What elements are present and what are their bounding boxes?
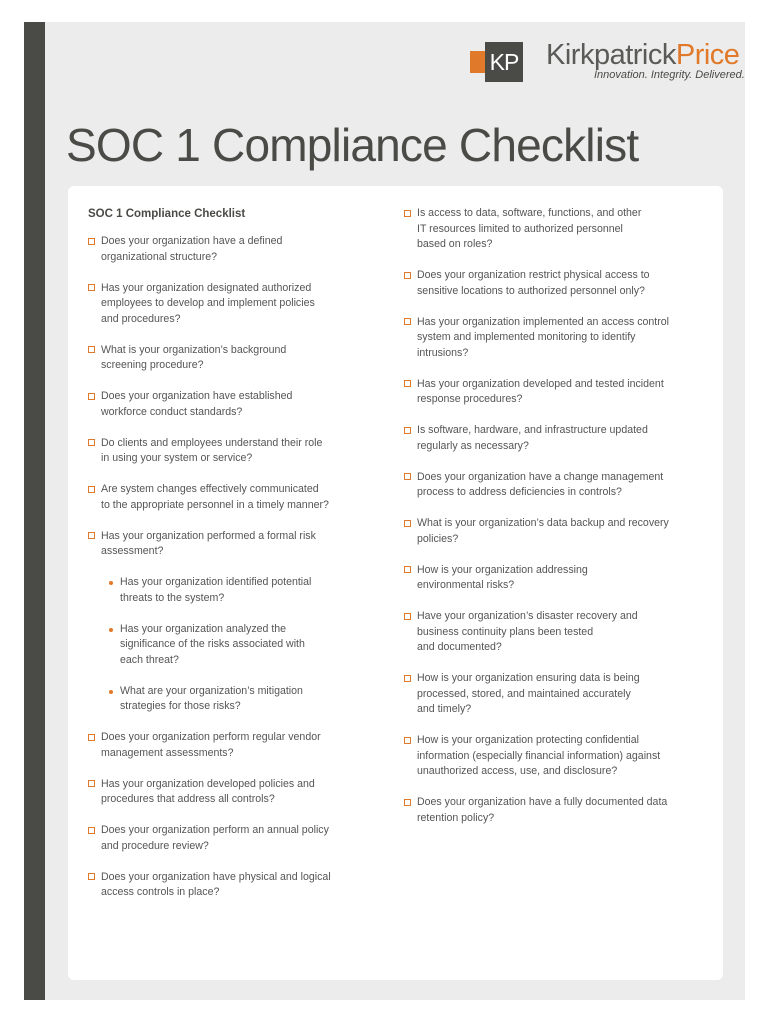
checkbox-icon[interactable]: [404, 318, 411, 325]
checklist-item-text: Does your organization restrict physical access to sensitive locations to authorized personnel only?: [417, 269, 650, 297]
checklist-item-text: Does your organization have physical and logical access controls in place?: [101, 870, 331, 898]
checklist-item-text: Has your organization analyzed the significance of the risks associated with each threat?: [120, 622, 305, 666]
checklist-item: [88, 730, 368, 761]
logo-name: [546, 38, 739, 72]
checklist-item: [88, 389, 368, 420]
checklist-subitem: [109, 684, 368, 715]
checklist-heading: SOC 1 Compliance Checklist: [88, 208, 246, 220]
page-title: SOC 1 Compliance Checklist: [66, 119, 639, 171]
checklist-item-text: How is your organization addressing environmental risks?: [417, 563, 588, 591]
checklist-subitem: [109, 575, 368, 606]
checkbox-icon[interactable]: [404, 473, 411, 480]
checkbox-icon[interactable]: [88, 873, 95, 880]
bullet-icon: [109, 628, 113, 632]
checklist-item-text: Does your organization perform an annual policy and procedure review?: [101, 824, 329, 852]
checkbox-icon[interactable]: [404, 380, 411, 387]
checkbox-icon[interactable]: [88, 486, 95, 493]
checklist-item: [88, 281, 368, 328]
left-column: [88, 206, 368, 916]
side-accent-bar: [24, 22, 45, 1000]
checklist-item-text: Is software, hardware, and infrastructure updated regularly as necessary?: [417, 424, 648, 452]
checkbox-icon[interactable]: [88, 532, 95, 539]
checklist-item: [404, 671, 704, 718]
checklist-item: [404, 423, 704, 454]
company-logo: [470, 38, 745, 82]
checklist-item-text: Are system changes effectively communicated to the appropriate personnel in a timely manner?: [101, 483, 329, 511]
left-checklist: [88, 234, 368, 901]
checkbox-icon[interactable]: [404, 799, 411, 806]
checklist-item-text: Have your organization’s disaster recovery and business continuity plans been tested and documented?: [417, 610, 638, 653]
checklist-card: [68, 186, 723, 980]
bullet-icon: [109, 581, 113, 585]
checklist-item-text: Does your organization have a defined organizational structure?: [101, 235, 283, 263]
checkbox-icon[interactable]: [404, 675, 411, 682]
checkbox-icon[interactable]: [404, 272, 411, 279]
document-page: [24, 22, 745, 1000]
checklist-item-text: Does your organization have a change management process to address deficiencies in controls?: [417, 470, 664, 498]
checklist-item: [404, 563, 704, 594]
logo-mark-icon: [470, 42, 518, 82]
checkbox-icon[interactable]: [88, 827, 95, 834]
checklist-item: [404, 470, 704, 501]
logo-name-part1: Kirkpatrick: [546, 39, 676, 71]
checklist-item: [404, 206, 704, 253]
checkbox-icon[interactable]: [404, 737, 411, 744]
checklist-item-text: How is your organization ensuring data is being processed, stored, and maintained accurately and timely?: [417, 672, 640, 715]
checkbox-icon[interactable]: [88, 734, 95, 741]
checklist-item-text: Has your organization developed policies and procedures that address all controls?: [101, 777, 315, 805]
checklist-item: [88, 436, 368, 467]
checklist-item: [404, 516, 704, 547]
checklist-item-text: Does your organization perform regular vendor management assessments?: [101, 731, 321, 759]
logo-name-part2: Price: [675, 39, 740, 71]
checkbox-icon[interactable]: [404, 520, 411, 527]
checkbox-icon[interactable]: [88, 238, 95, 245]
right-column: [404, 206, 704, 842]
checklist-item: [88, 343, 368, 374]
right-checklist: [404, 206, 704, 826]
bullet-icon: [109, 690, 113, 694]
checkbox-icon[interactable]: [404, 566, 411, 573]
checkbox-icon[interactable]: [88, 780, 95, 787]
logo-mark-text: KP: [485, 42, 523, 82]
checklist-item: [88, 777, 368, 808]
checkbox-icon[interactable]: [88, 393, 95, 400]
checklist-item-text: What is your organization’s background screening procedure?: [101, 343, 287, 371]
checklist-item-text: Has your organization identified potential threats to the system?: [120, 576, 312, 604]
checklist-item-text: Does your organization have a fully documented data retention policy?: [417, 796, 668, 824]
checklist-item-text: What is your organization’s data backup and recovery policies?: [417, 517, 669, 545]
checklist-item: [88, 482, 368, 513]
checkbox-icon[interactable]: [88, 284, 95, 291]
checkbox-icon[interactable]: [404, 427, 411, 434]
checklist-item-text: Has your organization designated authorized employees to develop and implement policies and procedures?: [101, 281, 315, 325]
logo-tagline: Innovation. Integrity. Delivered.: [594, 69, 745, 81]
checklist-item: [404, 609, 704, 656]
checklist-item: [88, 870, 368, 901]
checklist-item-text: How is your organization protecting confidential information (especially financial information) against unauthorized access, use, and disclosure?: [417, 734, 661, 777]
checklist-item-text: Has your organization developed and tested incident response procedures?: [417, 377, 664, 405]
checklist-item-text: Is access to data, software, functions, and other IT resources limited to authorized personnel based on roles?: [417, 207, 642, 250]
checklist-item: [88, 234, 368, 265]
checklist-item: [404, 795, 704, 826]
checklist-item: [404, 377, 704, 408]
logo-orange-block: [470, 51, 485, 73]
checkbox-icon[interactable]: [404, 210, 411, 217]
checklist-item: [404, 733, 704, 780]
checklist-item-text: Does your organization have established workforce conduct standards?: [101, 390, 293, 418]
checklist-item-text: Do clients and employees understand their role in using your system or service?: [101, 436, 323, 464]
checklist-item: [404, 315, 704, 362]
checklist-item-text: Has your organization performed a formal risk assessment?: [101, 529, 316, 557]
checkbox-icon[interactable]: [88, 346, 95, 353]
checkbox-icon[interactable]: [88, 439, 95, 446]
checklist-item: [88, 823, 368, 854]
checkbox-icon[interactable]: [404, 613, 411, 620]
checklist-item-text: Has your organization implemented an access control system and implemented monitoring to identify intrusions?: [417, 315, 670, 359]
checklist-item: [88, 529, 368, 560]
checklist-subitem: [109, 622, 368, 669]
checklist-item-text: What are your organization’s mitigation strategies for those risks?: [120, 684, 303, 712]
checklist-item: [404, 268, 704, 299]
